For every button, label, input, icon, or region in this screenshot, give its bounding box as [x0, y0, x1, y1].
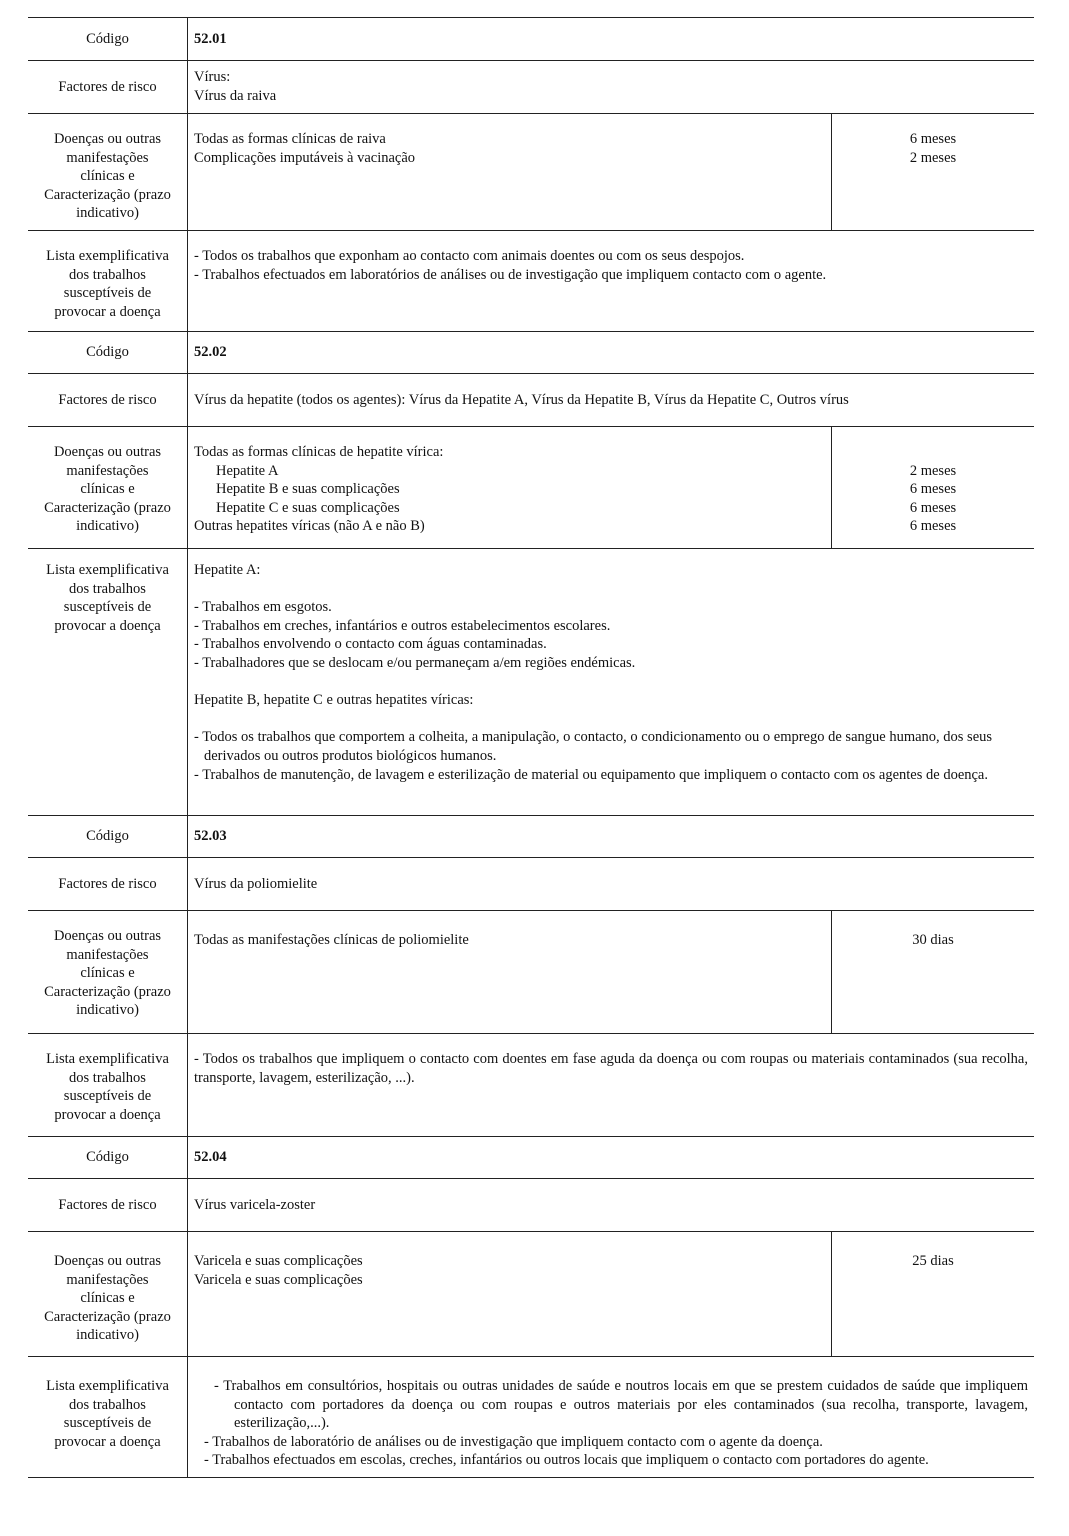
doenca-line: Varicela e suas complicações — [194, 1253, 363, 1269]
doencas-row — [28, 113, 1034, 230]
lista-content — [188, 1034, 1034, 1136]
label-line: Caracterização (prazo — [44, 983, 171, 1000]
prazo-value: 6 meses — [909, 499, 957, 516]
doencas-content — [188, 114, 1034, 230]
prazo-value: 2 meses — [909, 462, 957, 479]
codigo-row — [28, 1136, 1034, 1178]
label-line: Lista exemplificativa — [46, 248, 169, 264]
label-line: dos trabalhos — [69, 1069, 146, 1086]
lista-row — [28, 230, 1034, 331]
codigo-row — [28, 815, 1034, 857]
doenca-line: Todas as formas clínicas de hepatite vírica: — [194, 444, 444, 460]
lista-item: - Trabalhos efectuados em escolas, creches, infantários ou outros locais que impliquem o contacto com portadores do agente. — [204, 1452, 929, 1469]
label-line: provocar a doença — [54, 617, 161, 634]
label-line: provocar a doença — [54, 1433, 161, 1450]
doenca-line: Todas as formas clínicas de raiva — [194, 131, 386, 147]
prazo-value: 6 meses — [909, 518, 957, 535]
label-line: Doenças ou outras — [53, 928, 162, 944]
lista-content — [188, 1357, 1034, 1477]
factores-value — [188, 1179, 1034, 1231]
factores-line: Vírus varicela-zoster — [194, 1196, 316, 1213]
doenca-line: Complicações imputáveis à vacinação — [194, 149, 416, 166]
label-line: Caracterização (prazo — [44, 1308, 171, 1325]
lista-item: - Trabalhos em consultórios, hospitais ou outras unidades de saúde e noutros locais em que se prestem cuidados de saúde que impliquem contacto com portadores da doença ou com roupas e outros materiais por eles contaminados (sua recolha, transporte, lavagem, esterilização,...). — [214, 1378, 1028, 1432]
lista-item: - Trabalhos em esgotos. — [194, 599, 332, 616]
label-line: indicativo) — [76, 518, 139, 535]
factores-value — [188, 858, 1034, 910]
factores-line: Vírus: — [194, 69, 231, 86]
codigo-value: 52.02 — [194, 344, 227, 361]
factores-line: Vírus da raiva — [194, 88, 277, 104]
label-line: susceptíveis de — [63, 1415, 152, 1432]
lista-item: - Todos os trabalhos que exponham ao contacto com animais doentes ou com os seus despojos. — [194, 248, 745, 264]
disease-table — [28, 17, 1034, 1478]
factores-label: Factores de risco — [28, 1179, 188, 1231]
label-line: manifestações — [66, 946, 149, 963]
prazo-column — [832, 1232, 1034, 1356]
doenca-line: Outras hepatites víricas (não A e não B) — [194, 518, 425, 535]
label-line: susceptíveis de — [63, 1088, 152, 1105]
codigo-label: Código — [28, 332, 188, 373]
label-line: dos trabalhos — [69, 1396, 146, 1413]
label-line: indicativo) — [76, 1002, 139, 1019]
doencas-content — [188, 911, 1034, 1033]
lista-row — [28, 548, 1034, 815]
lista-row — [28, 1033, 1034, 1136]
factores-line: Vírus da hepatite (todos os agentes): Vírus da Hepatite A, Vírus da Hepatite B, Vírus da Hepatite C, Outros vírus — [194, 391, 849, 408]
label-line: Doenças ou outras — [53, 444, 162, 460]
prazo-value — [832, 443, 1034, 462]
label-line: indicativo) — [76, 1327, 139, 1344]
doencas-description — [188, 911, 832, 1033]
factores-row — [28, 1178, 1034, 1231]
doencas-label — [28, 911, 188, 1033]
lista-item: - Trabalhos envolvendo o contacto com águas contaminadas. — [194, 636, 547, 653]
label-line: susceptíveis de — [63, 285, 152, 302]
label-line: clínicas e — [80, 481, 135, 498]
lista-item: - Todos os trabalhos que impliquem o contacto com doentes em fase aguda da doença ou com roupas ou materiais contaminados (sua recolha, transporte, lavagem, esterilização, ...). — [194, 1051, 1028, 1086]
codigo-label: Código — [28, 816, 188, 857]
doenca-line: Todas as manifestações clínicas de poliomielite — [194, 932, 469, 948]
prazo-value: 2 meses — [909, 149, 957, 166]
label-line: manifestações — [66, 462, 149, 479]
codigo-value: 52.03 — [194, 828, 227, 845]
lista-item: - Trabalhos de laboratório de análises ou de investigação que impliquem contacto com o agente da doença. — [204, 1433, 823, 1450]
codigo-label: Código — [28, 1137, 188, 1178]
doencas-label — [28, 114, 188, 230]
doencas-row — [28, 1231, 1034, 1356]
doencas-row — [28, 426, 1034, 548]
doencas-row — [28, 910, 1034, 1033]
doencas-description — [188, 427, 832, 548]
lista-item: - Trabalhos efectuados em laboratórios de análises ou de investigação que impliquem contacto com o agente. — [194, 266, 827, 283]
label-line: susceptíveis de — [63, 599, 152, 616]
label-line: clínicas e — [80, 965, 135, 982]
factores-row — [28, 857, 1034, 910]
doencas-label — [28, 1232, 188, 1356]
doencas-content — [188, 427, 1034, 548]
prazo-value: 25 dias — [912, 1253, 954, 1269]
doencas-description — [188, 114, 832, 230]
prazo-column — [832, 114, 1034, 230]
prazo-value: 30 dias — [912, 932, 954, 948]
label-line: provocar a doença — [54, 303, 161, 320]
label-line: indicativo) — [76, 205, 139, 222]
label-line: Lista exemplificativa — [46, 1051, 169, 1067]
doencas-description — [188, 1232, 832, 1356]
codigo-row — [28, 17, 1034, 60]
lista-label — [28, 1034, 188, 1136]
label-line: dos trabalhos — [69, 266, 146, 283]
lista-label — [28, 1357, 188, 1477]
doencas-label — [28, 427, 188, 548]
doenca-line: Hepatite B e suas complicações — [216, 481, 400, 498]
prazo-column — [832, 427, 1034, 548]
lista-row — [28, 1356, 1034, 1478]
lista-content — [188, 549, 1034, 815]
lista-label — [28, 231, 188, 331]
lista-item: - Trabalhos de manutenção, de lavagem e esterilização de material ou equipamento que impliquem o contacto com os agentes de doença. — [194, 766, 988, 783]
label-line: Lista exemplificativa — [46, 1378, 169, 1394]
lista-item: - Trabalhadores que se deslocam e/ou permaneçam a/em regiões endémicas. — [194, 654, 636, 671]
factores-row — [28, 373, 1034, 426]
label-line: Lista exemplificativa — [46, 562, 169, 578]
label-line: Doenças ou outras — [53, 131, 162, 147]
label-line: clínicas e — [80, 1290, 135, 1307]
lista-item: - Trabalhos em creches, infantários e outros estabelecimentos escolares. — [194, 617, 611, 634]
prazo-value: 6 meses — [909, 131, 957, 147]
doenca-line: Varicela e suas complicações — [194, 1271, 363, 1288]
label-line: dos trabalhos — [69, 580, 146, 597]
label-line: Doenças ou outras — [53, 1253, 162, 1269]
factores-line: Vírus da poliomielite — [194, 875, 318, 892]
doenca-line: Hepatite A — [216, 462, 279, 479]
label-line: clínicas e — [80, 168, 135, 185]
doenca-line: Hepatite C e suas complicações — [216, 499, 400, 516]
lista-subtitle: Hepatite B, hepatite C e outras hepatites víricas: — [194, 692, 474, 709]
label-line: manifestações — [66, 149, 149, 166]
lista-item: - Todos os trabalhos que comportem a colheita, a manipulação, o contacto, o condicionamento ou o emprego de sangue humano, dos seus derivados ou outros produtos biológicos humanos. — [194, 729, 993, 764]
doencas-content — [188, 1232, 1034, 1356]
codigo-label: Código — [28, 18, 188, 60]
prazo-column — [832, 911, 1034, 1033]
label-line: manifestações — [66, 1271, 149, 1288]
prazo-value: 6 meses — [909, 481, 957, 498]
lista-subtitle: Hepatite A: — [194, 562, 261, 578]
codigo-value: 52.04 — [194, 1149, 227, 1166]
lista-label — [28, 549, 188, 815]
lista-content — [188, 231, 1034, 331]
factores-label: Factores de risco — [28, 374, 188, 426]
factores-label: Factores de risco — [28, 858, 188, 910]
factores-row — [28, 60, 1034, 113]
factores-value — [188, 61, 1034, 113]
codigo-row — [28, 331, 1034, 373]
codigo-value: 52.01 — [194, 30, 227, 47]
label-line: provocar a doença — [54, 1106, 161, 1123]
label-line: Caracterização (prazo — [44, 499, 171, 516]
factores-value — [188, 374, 1034, 426]
factores-label: Factores de risco — [28, 61, 188, 113]
label-line: Caracterização (prazo — [44, 186, 171, 203]
